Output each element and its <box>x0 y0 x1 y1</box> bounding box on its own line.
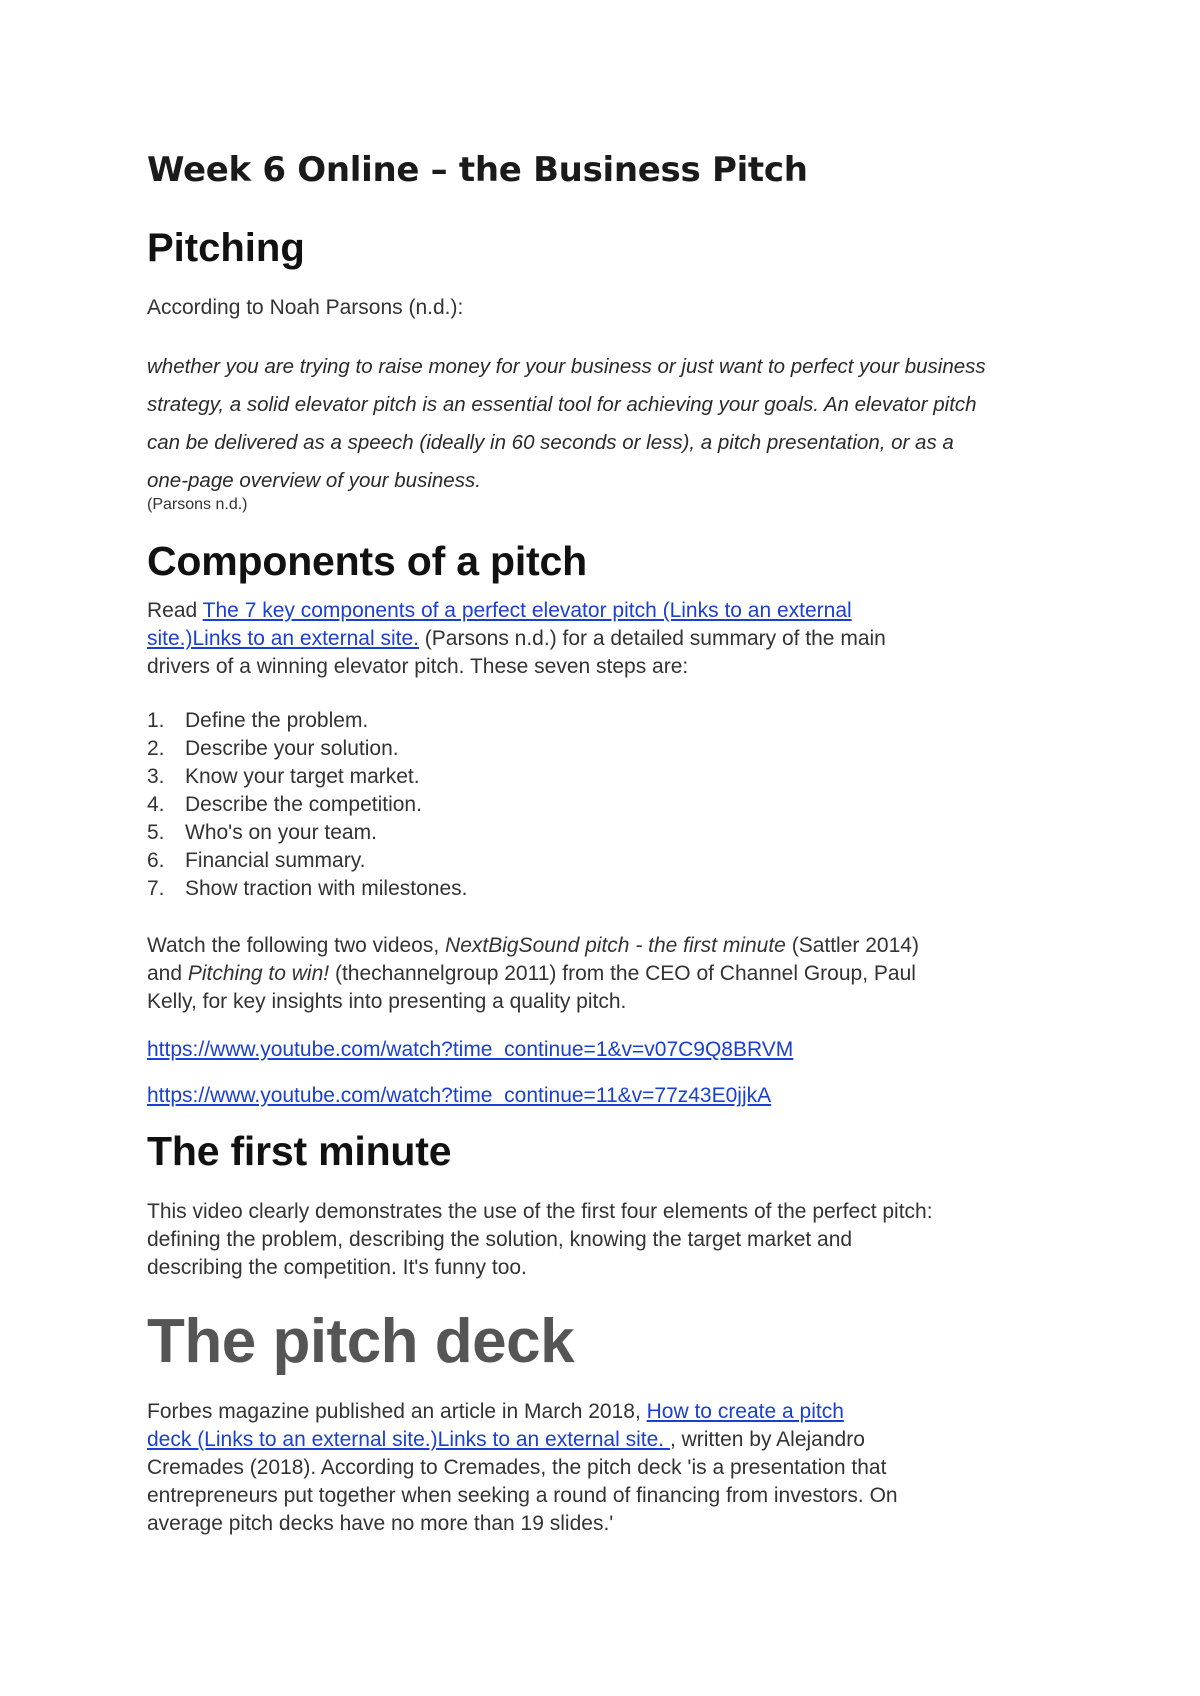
step-item <box>147 875 467 903</box>
read-line-2 <box>147 625 886 653</box>
video-title-2: Pitching to win! <box>187 962 330 985</box>
read-paragraph <box>147 597 886 681</box>
deck-line-5: average pitch decks have no more than 19 slides.' <box>147 1512 614 1535</box>
intro-text: According to Noah Parsons (n.d.): <box>147 296 464 319</box>
step-text: Describe your solution. <box>185 737 399 760</box>
pitch-deck-paragraph <box>147 1398 898 1538</box>
watch-text: Watch the following two videos, <box>147 934 446 957</box>
step-text: Financial summary. <box>185 849 366 872</box>
video-title-1: NextBigSound pitch - the first minute <box>445 934 786 957</box>
first-minute-paragraph <box>147 1198 933 1282</box>
paragraph-line: describing the competition. It's funny too. <box>147 1256 527 1279</box>
watch-text: (Sattler 2014) <box>785 934 919 957</box>
heading-components: Components of a pitch <box>147 538 587 584</box>
quote-line: can be delivered as a speech (ideally in 60 seconds or less), a pitch presentation, or as a <box>147 431 954 454</box>
step-item <box>147 763 467 791</box>
step-item <box>147 735 467 763</box>
step-text: Know your target market. <box>185 765 420 788</box>
quote-line: one-page overview of your business. <box>147 469 481 492</box>
paragraph-line: This video clearly demonstrates the use of the first four elements of the perfect pitch: <box>147 1200 933 1223</box>
forbes-article-link[interactable]: How to create a pitch <box>646 1400 844 1423</box>
block-quote <box>147 348 1087 500</box>
step-number: 5. <box>147 821 165 844</box>
watch-paragraph <box>147 932 919 1016</box>
step-item <box>147 847 467 875</box>
forbes-article-link-cont[interactable]: deck (Links to an external site.)Links to an external site. <box>147 1428 670 1451</box>
read-after-link: (Parsons n.d.) for a detailed summary of the main <box>418 627 886 650</box>
step-text: Who's on your team. <box>185 821 377 844</box>
step-number: 4. <box>147 793 165 816</box>
step-item <box>147 819 467 847</box>
step-number: 6. <box>147 849 165 872</box>
deck-line-2 <box>147 1426 898 1454</box>
deck-text: Forbes magazine published an article in March 2018, <box>147 1400 647 1423</box>
watch-text: (thechannelgroup 2011) from the CEO of Channel Group, Paul <box>329 962 916 985</box>
watch-line-3: Kelly, for key insights into presenting a quality pitch. <box>147 990 627 1013</box>
steps-list <box>147 707 467 903</box>
components-article-link[interactable]: The 7 key components of a perfect elevator pitch (Links to an external <box>202 599 852 622</box>
heading-pitch-deck: The pitch deck <box>147 1307 575 1376</box>
quote-line: strategy, a solid elevator pitch is an essential tool for achieving your goals. An elevator pitch <box>147 393 977 416</box>
youtube-link-1[interactable]: https://www.youtube.com/watch?time_continue=1&v=v07C9Q8BRVM <box>147 1038 794 1061</box>
step-number: 7. <box>147 877 165 900</box>
heading-pitching: Pitching <box>147 226 305 270</box>
watch-line-1 <box>147 932 919 960</box>
step-text: Define the problem. <box>185 709 369 732</box>
deck-line-4: entrepreneurs put together when seeking a round of financing from investors. On <box>147 1484 898 1507</box>
deck-text: , written by Alejandro <box>669 1428 865 1451</box>
read-line-1 <box>147 597 886 625</box>
watch-text: and <box>147 962 188 985</box>
citation: (Parsons n.d.) <box>147 496 248 513</box>
page-title: Week 6 Online – the Business Pitch <box>147 150 808 190</box>
step-number: 1. <box>147 709 165 732</box>
quote-line: whether you are trying to raise money for your business or just want to perfect your business <box>147 355 986 378</box>
paragraph-line: defining the problem, describing the solution, knowing the target market and <box>147 1228 853 1251</box>
read-line-3: drivers of a winning elevator pitch. These seven steps are: <box>147 655 689 678</box>
watch-line-2 <box>147 960 919 988</box>
components-article-link-cont[interactable]: site.)Links to an external site. <box>147 627 419 650</box>
step-number: 2. <box>147 737 165 760</box>
youtube-link-2[interactable]: https://www.youtube.com/watch?time_continue=11&v=77z43E0jjkA <box>147 1084 772 1107</box>
step-text: Show traction with milestones. <box>185 877 468 900</box>
step-item <box>147 791 467 819</box>
step-item <box>147 707 467 735</box>
read-prefix: Read <box>147 599 203 622</box>
deck-line-1 <box>147 1398 898 1426</box>
step-text: Describe the competition. <box>185 793 422 816</box>
step-number: 3. <box>147 765 165 788</box>
heading-first-minute: The first minute <box>147 1128 452 1174</box>
deck-line-3: Cremades (2018). According to Cremades, the pitch deck 'is a presentation that <box>147 1456 887 1479</box>
